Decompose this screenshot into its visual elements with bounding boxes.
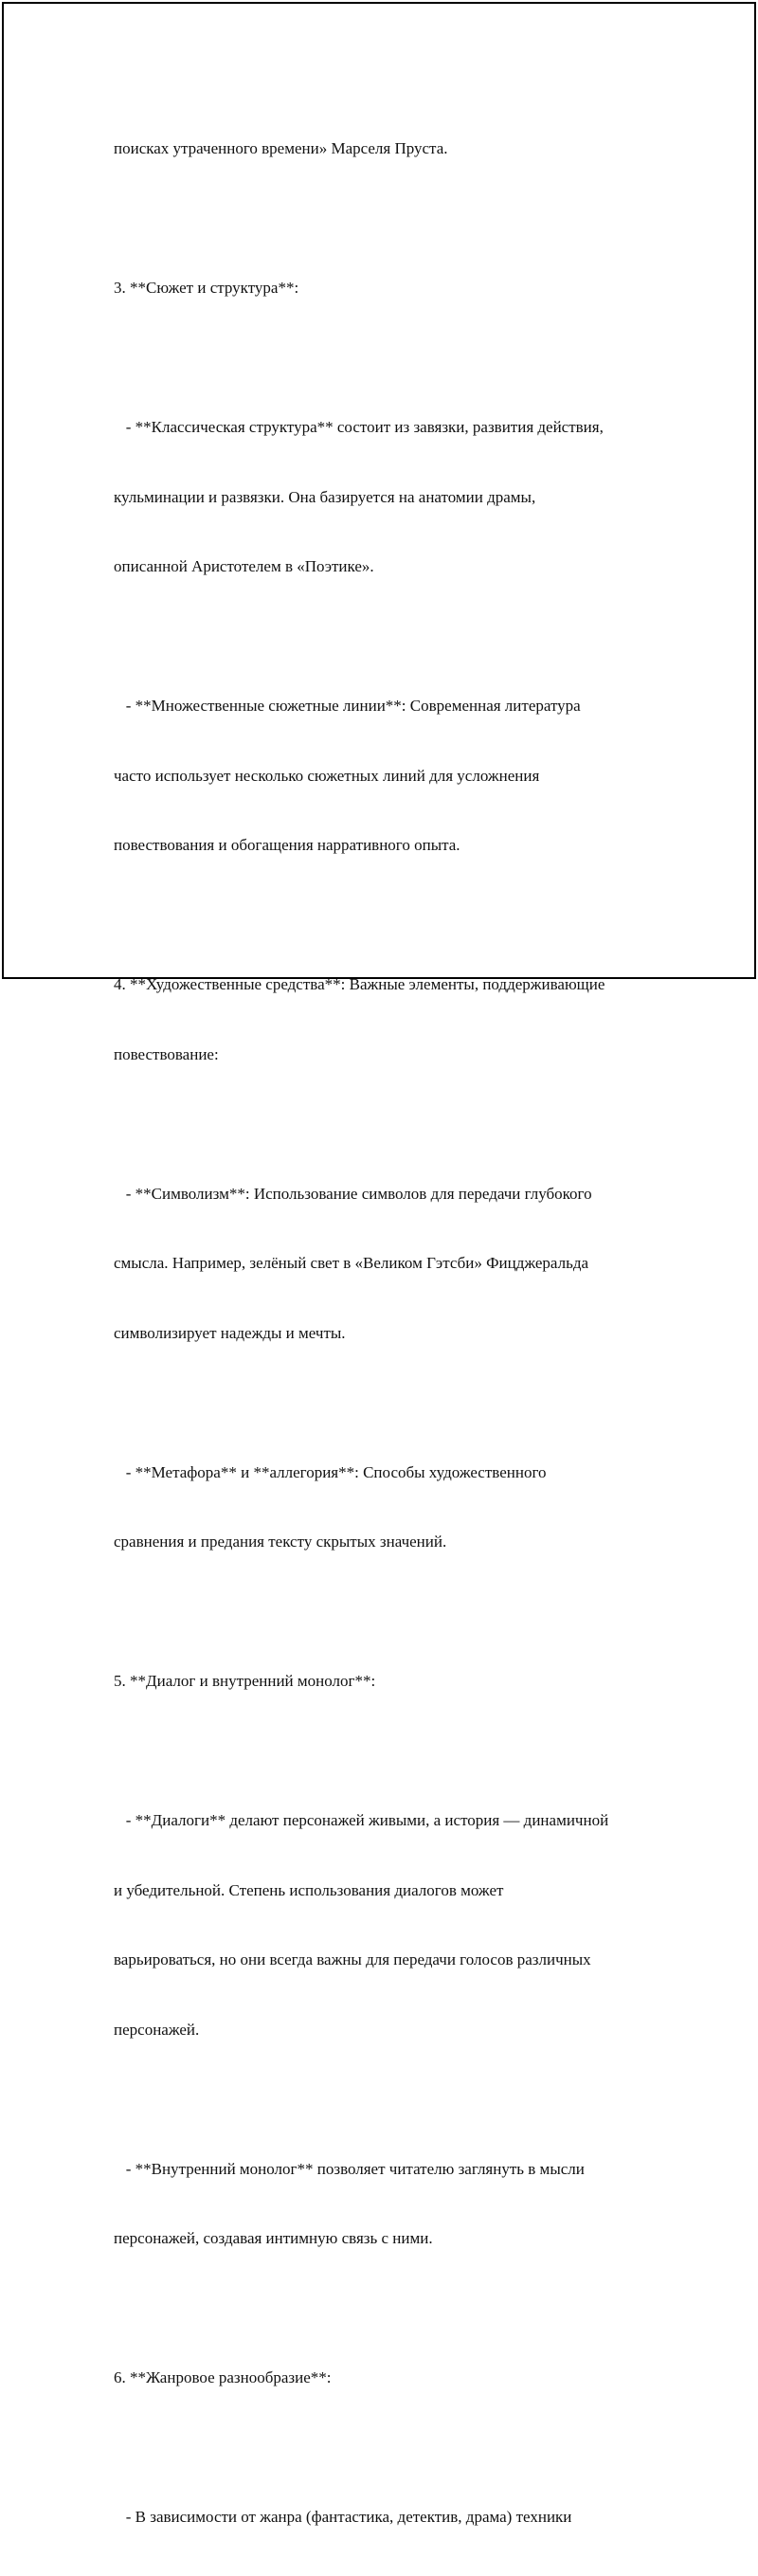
text-line: и убедительной. Степень использования диалогов может	[114, 1880, 504, 1899]
list-item-genre-diversity	[114, 2320, 663, 2437]
sub-item-genre-dependence	[114, 2459, 663, 2576]
sub-item-classic-structure	[114, 370, 663, 626]
sub-item-symbolism	[114, 1136, 663, 1392]
text-line: символизирует надежды и мечты.	[114, 1323, 346, 1342]
text-line: 6. **Жанровое разнообразие**:	[114, 2368, 332, 2386]
text-line: часто использует несколько сюжетных линий для усложнения	[114, 766, 540, 785]
text-line: описанной Аристотелем в «Поэтике».	[114, 557, 374, 575]
text-line: - **Множественные сюжетные линии**: Современная литература	[114, 697, 581, 715]
document-body	[114, 91, 663, 2576]
list-item-artistic-means	[114, 927, 663, 1113]
text-line: варьироваться, но они всегда важны для передачи голосов различных	[114, 1950, 591, 1968]
list-item-plot-and-structure	[114, 230, 663, 347]
sub-item-multiple-plotlines	[114, 648, 663, 904]
text-line: - **Внутренний монолог** позволяет читателю заглянуть в мысли	[114, 2159, 585, 2178]
text-line: 4. **Художественные средства**: Важные элементы, поддерживающие	[114, 975, 605, 993]
paragraph-continuation	[114, 91, 663, 208]
text-line: 5. **Диалог и внутренний монолог**:	[114, 1672, 376, 1690]
text-line: - **Классическая структура** состоит из завязки, развития действия,	[114, 418, 604, 436]
text-line: 3. **Сюжет и структура**:	[114, 279, 299, 297]
text-line: сравнения и предания тексту скрытых значений.	[114, 1533, 447, 1551]
sub-item-metaphor-allegory	[114, 1415, 663, 1601]
text-line: кульминации и развязки. Она базируется на анатомии драмы,	[114, 487, 536, 506]
text-line: повествования и обогащения нарративного опыта.	[114, 836, 460, 854]
text-line: поисках утраченного времени» Марселя Пруста.	[114, 139, 448, 157]
text-line: персонажей.	[114, 2020, 200, 2039]
text-line: повествование:	[114, 1044, 219, 1063]
text-line: персонажей, создавая интимную связь с ними.	[114, 2229, 433, 2247]
sub-item-dialogues	[114, 1763, 663, 2088]
text-line: - **Метафора** и **аллегория**: Способы художественного	[114, 1462, 547, 1481]
text-line: смысла. Например, зелёный свет в «Великом Гэтсби» Фицджеральда	[114, 1254, 589, 1272]
page-frame	[2, 2, 756, 2526]
sub-item-inner-monologue	[114, 2112, 663, 2297]
text-line: - **Символизм**: Использование символов для передачи глубокого	[114, 1184, 592, 1203]
text-line: - **Диалоги** делают персонажей живыми, а история — динамичной	[114, 1811, 609, 1829]
text-line: - В зависимости от жанра (фантастика, детектив, драма) техники	[114, 2508, 572, 2526]
list-item-dialogue-monologue	[114, 1624, 663, 1740]
